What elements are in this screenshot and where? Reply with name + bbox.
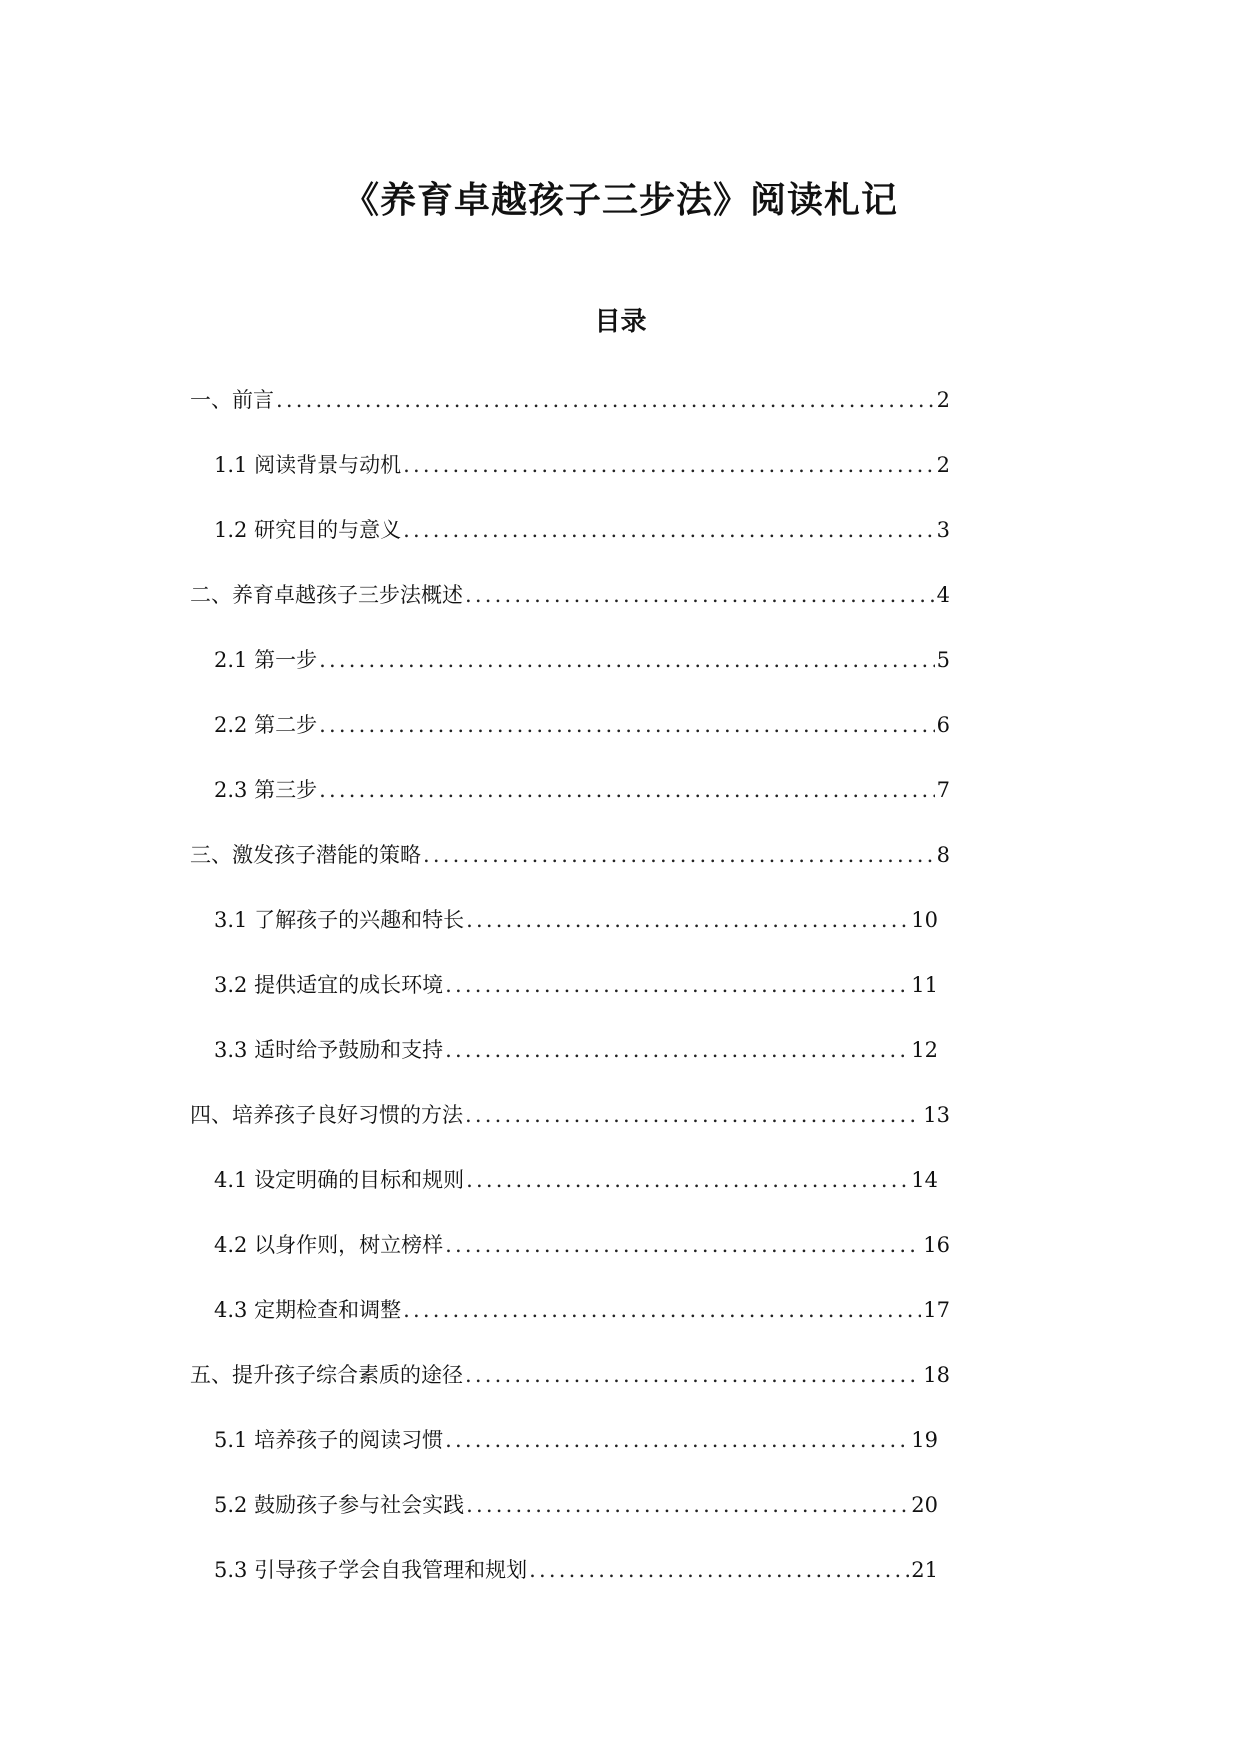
- toc-entry[interactable]: [214, 776, 950, 841]
- toc-dot-leader: [445, 1231, 921, 1259]
- toc-page-number: 16: [923, 1233, 950, 1257]
- toc-entry-label: 5.1 培养孩子的阅读习惯: [214, 1428, 444, 1452]
- document-title: 《养育卓越孩子三步法》阅读札记: [342, 179, 898, 222]
- toc-page-number: 3: [936, 518, 950, 542]
- toc-page-number: 21: [911, 1558, 938, 1582]
- toc-entry-label: 1.2 研究目的与意义: [214, 518, 402, 542]
- toc-entry-label: 3.2 提供适宜的成长环境: [214, 973, 444, 997]
- toc-page-number: 18: [923, 1363, 950, 1387]
- table-of-contents: [0, 386, 1241, 1621]
- toc-page-number: 4: [936, 583, 950, 607]
- toc-entry[interactable]: [190, 386, 950, 451]
- toc-page-number: 14: [911, 1168, 938, 1192]
- toc-dot-leader: [529, 1556, 909, 1584]
- toc-page-number: 20: [911, 1493, 938, 1517]
- toc-dot-leader: [466, 1166, 909, 1194]
- toc-entry-label: 4.2 以身作则，树立榜样: [214, 1233, 444, 1257]
- toc-entry-label: 5.2 鼓励孩子参与社会实践: [214, 1493, 465, 1517]
- toc-dot-leader: [466, 906, 909, 934]
- toc-dot-leader: [403, 1296, 921, 1324]
- toc-dot-leader: [445, 971, 909, 999]
- toc-entry[interactable]: [214, 1491, 938, 1556]
- toc-entry-label: 2.3 第三步: [214, 778, 318, 802]
- toc-dot-leader: [423, 841, 935, 869]
- toc-entry[interactable]: [214, 646, 950, 711]
- toc-entry[interactable]: [190, 841, 950, 906]
- toc-page-number: 2: [936, 388, 950, 412]
- toc-entry-label: 3.3 适时给予鼓励和支持: [214, 1038, 444, 1062]
- toc-entry[interactable]: [214, 1036, 938, 1101]
- toc-dot-leader: [403, 516, 935, 544]
- toc-page-number: 13: [923, 1103, 950, 1127]
- toc-dot-leader: [445, 1426, 909, 1454]
- toc-dot-leader: [319, 646, 935, 674]
- toc-entry[interactable]: [214, 451, 950, 516]
- toc-page-number: 10: [911, 908, 938, 932]
- toc-entry-label: 5.3 引导孩子学会自我管理和规划: [214, 1558, 528, 1582]
- toc-dot-leader: [403, 451, 935, 479]
- toc-dot-leader: [466, 1491, 909, 1519]
- toc-entry-label: 四、培养孩子良好习惯的方法: [190, 1103, 463, 1127]
- toc-entry[interactable]: [214, 1556, 938, 1621]
- toc-entry-label: 2.2 第二步: [214, 713, 318, 737]
- toc-entry-label: 1.1 阅读背景与动机: [214, 453, 402, 477]
- toc-entry[interactable]: [214, 1231, 950, 1296]
- toc-page-number: 8: [936, 843, 950, 867]
- toc-dot-leader: [319, 711, 935, 739]
- toc-entry-label: 三、激发孩子潜能的策略: [190, 843, 421, 867]
- toc-entry-label: 五、提升孩子综合素质的途径: [190, 1363, 463, 1387]
- toc-entry[interactable]: [214, 1426, 938, 1491]
- toc-entry[interactable]: [190, 581, 950, 646]
- toc-dot-leader: [465, 1101, 921, 1129]
- toc-dot-leader: [319, 776, 935, 804]
- toc-page-number: 5: [936, 648, 950, 672]
- toc-page-number: 12: [911, 1038, 938, 1062]
- toc-entry[interactable]: [190, 1101, 950, 1166]
- toc-dot-leader: [465, 1361, 921, 1389]
- toc-entry-label: 3.1 了解孩子的兴趣和特长: [214, 908, 465, 932]
- toc-heading: 目录: [594, 306, 647, 337]
- toc-entry-label: 一、前言: [190, 388, 274, 412]
- toc-dot-leader: [276, 386, 935, 414]
- toc-entry-label: 2.1 第一步: [214, 648, 318, 672]
- toc-page-number: 19: [911, 1428, 938, 1452]
- toc-page-number: 11: [911, 973, 938, 997]
- toc-dot-leader: [445, 1036, 909, 1064]
- toc-entry[interactable]: [190, 1361, 950, 1426]
- toc-page-number: 7: [936, 778, 950, 802]
- toc-entry[interactable]: [214, 971, 938, 1036]
- toc-entry-label: 4.1 设定明确的目标和规则: [214, 1168, 465, 1192]
- toc-entry[interactable]: [214, 1166, 938, 1231]
- toc-page-number: 17: [923, 1298, 950, 1322]
- toc-entry-label: 二、养育卓越孩子三步法概述: [190, 583, 463, 607]
- toc-entry[interactable]: [214, 1296, 950, 1361]
- toc-entry[interactable]: [214, 906, 938, 971]
- toc-entry[interactable]: [214, 711, 950, 776]
- toc-page-number: 2: [936, 453, 950, 477]
- toc-page-number: 6: [936, 713, 950, 737]
- toc-entry[interactable]: [214, 516, 950, 581]
- toc-entry-label: 4.3 定期检查和调整: [214, 1298, 402, 1322]
- toc-dot-leader: [465, 581, 935, 609]
